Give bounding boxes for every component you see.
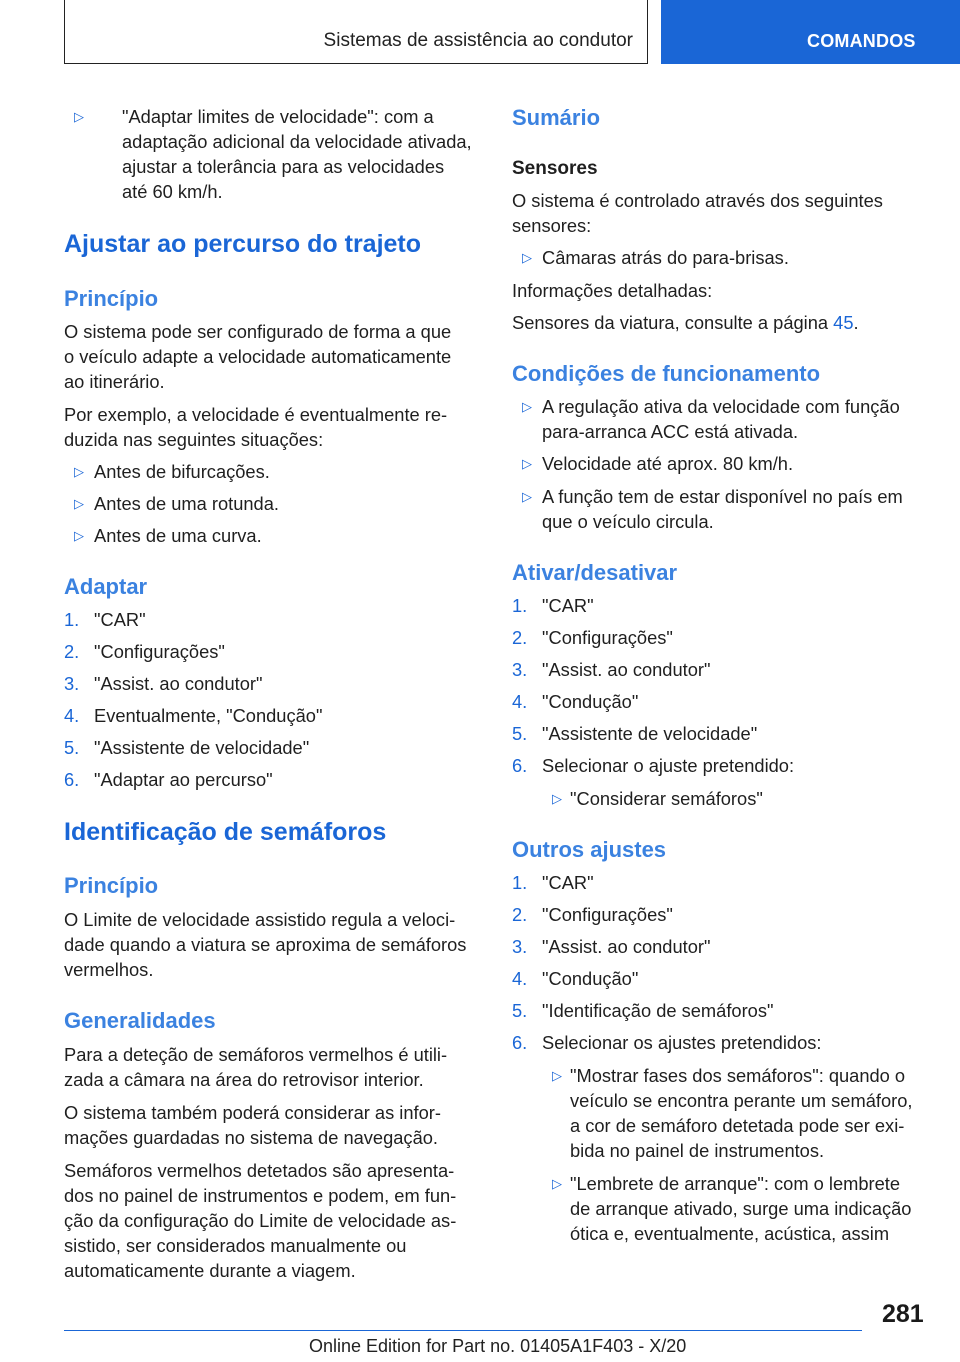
text-line: dos no painel de instrumentos e podem, em fun‐ (64, 1185, 457, 1206)
text-line: ção da configuração do Limite de velocidade as‐ (64, 1210, 457, 1231)
step-text: "CAR" (542, 595, 594, 616)
step-number: 1. (512, 872, 528, 893)
text-fragment: Sensores da viatura, consulte a página (512, 312, 834, 333)
step-number: 5. (64, 737, 80, 758)
sub-list-item: bida no painel de instrumentos. (570, 1140, 825, 1161)
step-number: 3. (512, 936, 528, 957)
text-line (512, 311, 859, 335)
subsection-heading: Generalidades (64, 1008, 216, 1033)
text-fragment: . (853, 312, 859, 333)
sub-list-item: "Mostrar fases dos semáforos": quando o (570, 1065, 906, 1086)
bullet-icon: ▷ (74, 528, 84, 543)
text-line: ajustar a tolerância para as velocidades (122, 156, 445, 177)
text-line: O Limite de velocidade assistido regula a veloci‐ (64, 909, 456, 930)
bullet-icon: ▷ (552, 1068, 562, 1083)
header-title: Sistemas de assistência ao condutor (323, 30, 633, 51)
bullet-icon: ▷ (522, 489, 532, 504)
section-heading: Ajustar ao percurso do trajeto (64, 230, 422, 258)
subsection-heading: Ativar/desativar (512, 560, 678, 585)
text-line: O sistema pode ser configurado de forma a que (64, 321, 452, 342)
bullet-icon: ▷ (522, 250, 532, 265)
sub-list-item: "Considerar semáforos" (570, 788, 763, 809)
step-text: Eventualmente, "Condução" (94, 705, 323, 726)
sub-list-item: veículo se encontra perante um semáforo, (570, 1090, 913, 1111)
bullet-icon: ▷ (552, 791, 562, 806)
bullet-icon: ▷ (522, 399, 532, 414)
sub-list-item: "Lembrete de arranque": com o lembrete (570, 1173, 901, 1194)
header-box (64, 0, 648, 64)
step-text: "CAR" (94, 609, 146, 630)
text-line: O sistema é controlado através dos seguintes (512, 190, 883, 211)
section-tab (661, 0, 960, 64)
step-text: "Identificação de semáforos" (542, 1000, 774, 1021)
subsection-heading: Princípio (64, 873, 159, 898)
step-text: "Assistente de velocidade" (94, 737, 310, 758)
subsection-heading: Adaptar (64, 574, 148, 599)
step-text: Selecionar os ajustes pretendidos: (542, 1032, 822, 1053)
text-line: dade quando a viatura se aproxima de semáforos (64, 934, 467, 955)
step-text: "Configurações" (94, 641, 225, 662)
sub-list-item: ótica e, eventualmente, acústica, assim (570, 1223, 890, 1244)
list-item: A regulação ativa da velocidade com função (542, 396, 900, 417)
step-text: "Assistente de velocidade" (542, 723, 758, 744)
bullet-icon: ▷ (522, 456, 532, 471)
text-line: zada a câmara na área do retrovisor interior. (64, 1069, 424, 1090)
text-line: vermelhos. (64, 959, 154, 980)
text-line: até 60 km/h. (122, 181, 223, 202)
step-number: 2. (512, 627, 528, 648)
step-number: 3. (64, 673, 80, 694)
list-item: Antes de uma rotunda. (94, 493, 279, 514)
subsection-heading: Outros ajustes (512, 837, 667, 862)
step-text: "Assist. ao condutor" (542, 936, 711, 957)
text-line: duzida nas seguintes situações: (64, 429, 324, 450)
step-text: "Configurações" (542, 627, 673, 648)
list-item: Velocidade até aprox. 80 km/h. (542, 453, 794, 474)
text-line: Por exemplo, a velocidade é eventualmente re‐ (64, 404, 448, 425)
step-text: "Assist. ao condutor" (542, 659, 711, 680)
step-number: 6. (512, 1032, 528, 1053)
subsection-heading: Condições de funcionamento (512, 361, 821, 386)
subsection-heading: Princípio (64, 286, 159, 311)
bullet-icon: ▷ (552, 1176, 562, 1191)
page-link[interactable]: 45 (833, 312, 854, 333)
list-item: Antes de bifurcações. (94, 461, 270, 482)
minor-heading: Sensores (512, 158, 598, 179)
step-text: "Configurações" (542, 904, 673, 925)
bullet-icon: ▷ (74, 496, 84, 511)
step-text: "Condução" (542, 968, 639, 989)
subsection-heading: Sumário (512, 105, 601, 130)
footer-divider (64, 1330, 862, 1331)
text-line: Informações detalhadas: (512, 280, 713, 301)
sub-list-item: de arranque ativado, surge uma indicação (570, 1198, 912, 1219)
step-text: "Assist. ao condutor" (94, 673, 263, 694)
text-line: Semáforos vermelhos detetados são apresenta‐ (64, 1160, 455, 1181)
step-number: 6. (64, 769, 80, 790)
step-number: 1. (64, 609, 80, 630)
text-line: mações guardadas no sistema de navegação. (64, 1127, 438, 1148)
section-tab-label: COMANDOS (807, 31, 916, 51)
step-number: 1. (512, 595, 528, 616)
edition-text: Online Edition for Part no. 01405A1F403 - X/20 (309, 1336, 687, 1356)
step-text: "CAR" (542, 872, 594, 893)
step-text: "Adaptar ao percurso" (94, 769, 273, 790)
text-line: o veículo adapte a velocidade automaticamente (64, 346, 452, 367)
step-number: 4. (512, 968, 528, 989)
text-line: automaticamente durante a viagem. (64, 1260, 356, 1281)
step-number: 6. (512, 755, 528, 776)
step-number: 5. (512, 1000, 528, 1021)
page-number: 281 (882, 1300, 924, 1328)
sub-list-item: a cor de semáforo detetada pode ser exi‐ (570, 1115, 905, 1136)
section-heading: Identificação de semáforos (64, 818, 387, 846)
step-number: 5. (512, 723, 528, 744)
step-number: 2. (64, 641, 80, 662)
step-number: 2. (512, 904, 528, 925)
text-line: ao itinerário. (64, 371, 165, 392)
list-item: A função tem de estar disponível no país em (542, 486, 903, 507)
bullet-icon: ▷ (74, 109, 84, 124)
text-line: "Adaptar limites de velocidade": com a (122, 106, 434, 127)
step-number: 4. (64, 705, 80, 726)
step-text: Selecionar o ajuste pretendido: (542, 755, 795, 776)
text-line: sistido, ser considerados manualmente ou (64, 1235, 407, 1256)
step-number: 4. (512, 691, 528, 712)
text-line: sensores: (512, 215, 592, 236)
step-text: "Condução" (542, 691, 639, 712)
list-item: que o veículo circula. (542, 511, 714, 532)
list-item: para-arranca ACC está ativada. (542, 421, 799, 442)
bullet-icon: ▷ (74, 464, 84, 479)
text-line: O sistema também poderá considerar as infor‐ (64, 1102, 441, 1123)
step-number: 3. (512, 659, 528, 680)
list-item: Câmaras atrás do para-brisas. (542, 247, 789, 268)
list-item: Antes de uma curva. (94, 525, 262, 546)
text-line: Para a deteção de semáforos vermelhos é utili‐ (64, 1044, 448, 1065)
text-line: adaptação adicional da velocidade ativada, (122, 131, 472, 152)
